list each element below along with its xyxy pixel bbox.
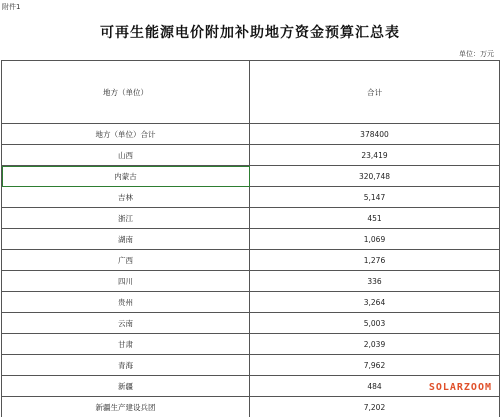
region-cell[interactable]: 吉林: [2, 187, 250, 208]
region-cell[interactable]: 浙江: [2, 208, 250, 229]
table-header-row: [2, 61, 500, 124]
total-cell[interactable]: 484: [250, 376, 500, 397]
table-row: [2, 250, 500, 271]
budget-table: [1, 60, 500, 417]
attachment-label: 附件1: [2, 3, 21, 11]
table-row: [2, 187, 500, 208]
column-header-total[interactable]: 合计: [250, 61, 500, 124]
region-cell-selected[interactable]: 内蒙古: [2, 166, 250, 187]
table-row: [2, 355, 500, 376]
page-title: 可再生能源电价附加补助地方资金预算汇总表: [100, 25, 400, 41]
table-row: [2, 166, 500, 187]
region-cell[interactable]: 贵州: [2, 292, 250, 313]
total-cell[interactable]: 1,069: [250, 229, 500, 250]
total-cell[interactable]: 1,276: [250, 250, 500, 271]
table-row: [2, 376, 500, 397]
region-cell[interactable]: 湖南: [2, 229, 250, 250]
table-row: [2, 229, 500, 250]
table-row: [2, 145, 500, 166]
region-cell[interactable]: 地方（单位）合计: [2, 124, 250, 145]
table-row: [2, 271, 500, 292]
region-cell[interactable]: 甘肃: [2, 334, 250, 355]
total-cell[interactable]: 5,147: [250, 187, 500, 208]
total-cell[interactable]: 5,003: [250, 313, 500, 334]
total-cell[interactable]: 7,202: [250, 397, 500, 417]
table-row: [2, 124, 500, 145]
table-row: [2, 208, 500, 229]
region-cell[interactable]: 新疆: [2, 376, 250, 397]
total-cell[interactable]: 320,748: [250, 166, 500, 187]
table-row: [2, 397, 500, 417]
table-row: [2, 313, 500, 334]
region-cell[interactable]: 四川: [2, 271, 250, 292]
total-cell[interactable]: 7,962: [250, 355, 500, 376]
table-row: [2, 334, 500, 355]
total-cell[interactable]: 3,264: [250, 292, 500, 313]
total-cell[interactable]: 451: [250, 208, 500, 229]
column-header-region[interactable]: 地方（单位）: [2, 61, 250, 124]
region-cell[interactable]: 新疆生产建设兵团: [2, 397, 250, 417]
table-row: [2, 292, 500, 313]
total-cell[interactable]: 23,419: [250, 145, 500, 166]
total-cell[interactable]: 378400: [250, 124, 500, 145]
region-cell[interactable]: 云南: [2, 313, 250, 334]
region-cell[interactable]: 广西: [2, 250, 250, 271]
total-cell[interactable]: 336: [250, 271, 500, 292]
total-cell[interactable]: 2,039: [250, 334, 500, 355]
solarzoom-watermark: SOLARZOOM: [428, 382, 492, 393]
region-cell[interactable]: 青海: [2, 355, 250, 376]
unit-label: 单位：万元: [459, 50, 494, 58]
region-cell[interactable]: 山西: [2, 145, 250, 166]
